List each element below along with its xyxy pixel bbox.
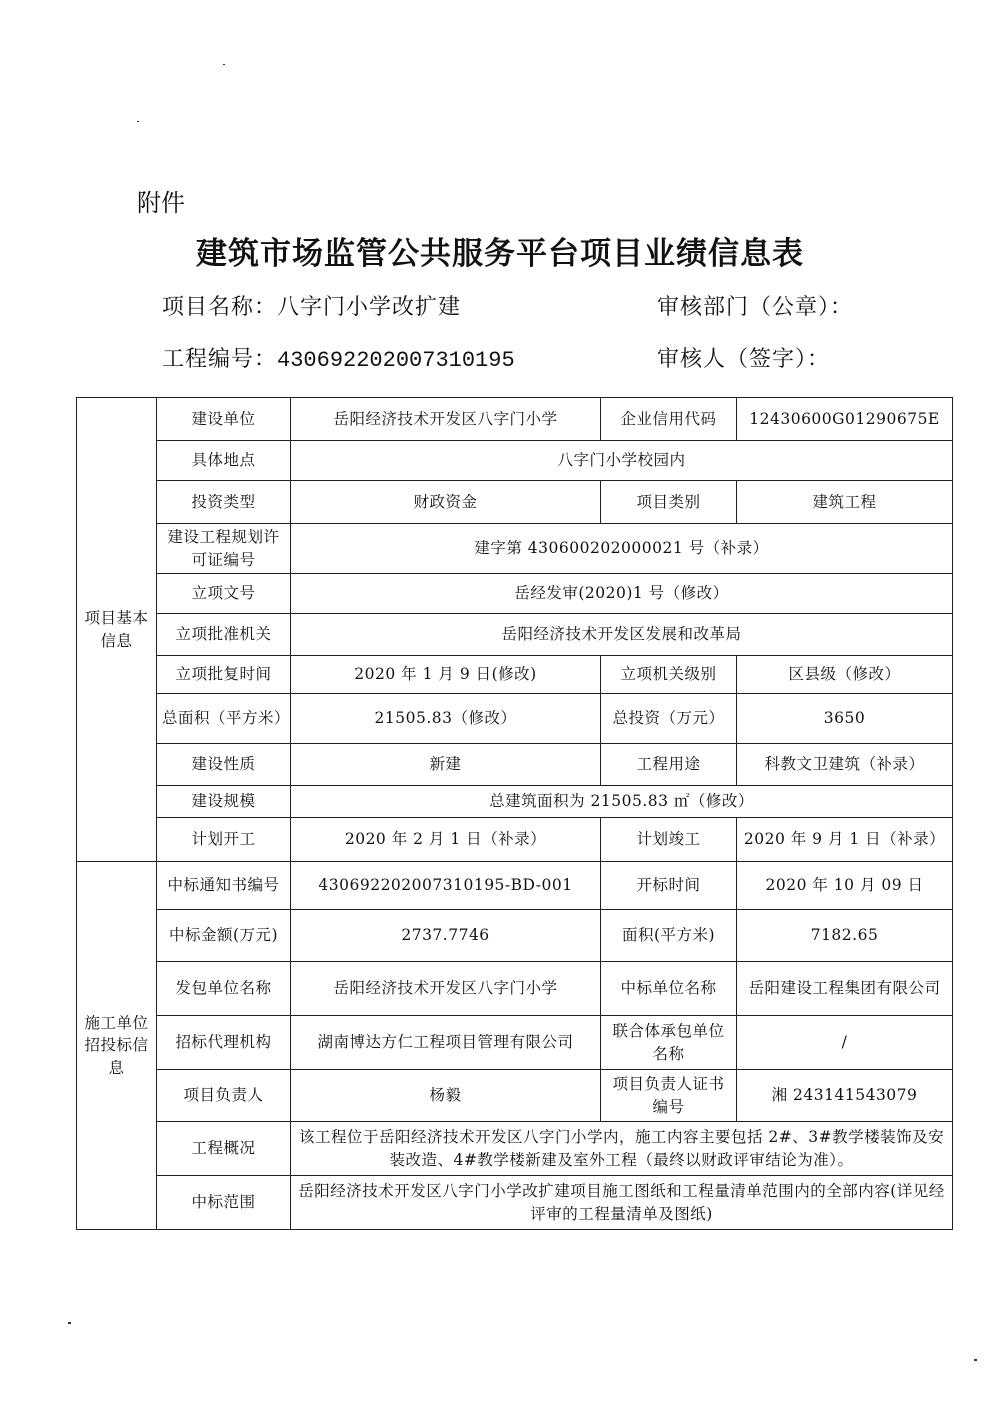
cell-label: 建设单位	[157, 398, 291, 441]
project-code-label: 工程编号：	[162, 347, 278, 372]
cell-value: 总建筑面积为 21505.83 ㎡（修改）	[291, 786, 953, 818]
cell-value: 岳经发审(2020)1 号（修改）	[291, 574, 953, 614]
cell-label: 中标单位名称	[601, 962, 737, 1016]
cell-label: 工程概况	[157, 1122, 291, 1176]
review-department-label: 审核部门（公章）：	[657, 295, 854, 320]
cell-value: 建字第 430600202000021 号（补录）	[291, 524, 953, 574]
cell-label: 建设工程规划许可证编号	[157, 524, 291, 574]
cell-label: 计划竣工	[601, 818, 737, 862]
cell-label: 面积(平方米)	[601, 910, 737, 962]
cell-label: 联合体承包单位名称	[601, 1016, 737, 1070]
cell-label: 立项机关级别	[601, 656, 737, 694]
cell-value: 岳阳经济技术开发区八字门小学改扩建项目施工图纸和工程量清单范围内的全部内容(详见经评审的工程量清单及图纸)	[291, 1176, 953, 1230]
cell-label: 立项文号	[157, 574, 291, 614]
project-code-value: 430692202007310195	[277, 348, 515, 373]
cell-value: 新建	[291, 744, 601, 786]
cell-value: 财政资金	[291, 481, 601, 524]
table-row	[77, 1016, 953, 1070]
table-row	[77, 744, 953, 786]
cell-label: 中标范围	[157, 1176, 291, 1230]
table-row	[77, 1122, 953, 1176]
table-row	[77, 614, 953, 656]
cell-value: 2020 年 2 月 1 日（补录）	[291, 818, 601, 862]
cell-value: 2020 年 1 月 9 日(修改)	[291, 656, 601, 694]
cell-value: 430692202007310195-BD-001	[291, 862, 601, 910]
table-row	[77, 1070, 953, 1122]
table-row	[77, 818, 953, 862]
cell-label: 项目负责人	[157, 1070, 291, 1122]
scan-speck	[223, 64, 225, 65]
cell-label: 开标时间	[601, 862, 737, 910]
cell-label: 招标代理机构	[157, 1016, 291, 1070]
scan-speck	[68, 1322, 71, 1324]
reviewer-signature-label: 审核人（签字）：	[657, 347, 831, 372]
cell-value: 岳阳建设工程集团有限公司	[737, 962, 953, 1016]
project-name-label: 项目名称：	[162, 295, 278, 320]
section-basic-info-title: 项目基本信息	[77, 398, 157, 862]
project-name-line	[162, 290, 461, 321]
table-row	[77, 786, 953, 818]
cell-label: 工程用途	[601, 744, 737, 786]
cell-label: 立项批准机关	[157, 614, 291, 656]
table-row	[77, 862, 953, 910]
cell-value: 该工程位于岳阳经济技术开发区八字门小学内，施工内容主要包括 2#、3#教学楼装饰及安装改造、4#教学楼新建及室外工程（最终以财政评审结论为准）。	[291, 1122, 953, 1176]
cell-value: 岳阳经济技术开发区八字门小学	[291, 962, 601, 1016]
cell-label: 项目类别	[601, 481, 737, 524]
cell-label: 中标通知书编号	[157, 862, 291, 910]
cell-value: 区县级（修改）	[737, 656, 953, 694]
cell-label: 发包单位名称	[157, 962, 291, 1016]
cell-value: 2020 年 10 月 09 日	[737, 862, 953, 910]
table-row	[77, 481, 953, 524]
cell-label: 建设规模	[157, 786, 291, 818]
cell-label: 中标金额(万元)	[157, 910, 291, 962]
project-info-table	[76, 397, 953, 1230]
cell-value: 2737.7746	[291, 910, 601, 962]
cell-value: 21505.83（修改）	[291, 694, 601, 744]
cell-value: 八字门小学校园内	[291, 441, 953, 481]
annex-label: 附件	[137, 189, 185, 217]
cell-label: 建设性质	[157, 744, 291, 786]
cell-value: 岳阳经济技术开发区八字门小学	[291, 398, 601, 441]
cell-label: 计划开工	[157, 818, 291, 862]
table-row	[77, 962, 953, 1016]
table-row	[77, 398, 953, 441]
section-bidding-info-title: 施工单位招投标信息	[77, 862, 157, 1230]
table-row	[77, 441, 953, 481]
cell-label: 立项批复时间	[157, 656, 291, 694]
cell-label: 总投资（万元）	[601, 694, 737, 744]
project-name-value: 八字门小学改扩建	[277, 295, 462, 320]
cell-value: 3650	[737, 694, 953, 744]
cell-value: 科教文卫建筑（补录）	[737, 744, 953, 786]
cell-label: 项目负责人证书编号	[601, 1070, 737, 1122]
cell-value: 杨毅	[291, 1070, 601, 1122]
scan-speck	[974, 1359, 977, 1361]
cell-label: 企业信用代码	[601, 398, 737, 441]
cell-label: 具体地点	[157, 441, 291, 481]
cell-value: 2020 年 9 月 1 日（补录）	[737, 818, 953, 862]
table-row	[77, 656, 953, 694]
cell-value: /	[737, 1016, 953, 1070]
cell-value: 湖南博达方仁工程项目管理有限公司	[291, 1016, 601, 1070]
cell-value: 7182.65	[737, 910, 953, 962]
project-code-line	[162, 342, 515, 373]
cell-value: 12430600G01290675E	[737, 398, 953, 441]
cell-value: 建筑工程	[737, 481, 953, 524]
table-row	[77, 574, 953, 614]
cell-value: 湘 243141543079	[737, 1070, 953, 1122]
table-row	[77, 524, 953, 574]
table-row	[77, 910, 953, 962]
cell-label: 投资类型	[157, 481, 291, 524]
table-row	[77, 1176, 953, 1230]
scan-speck	[137, 121, 139, 122]
table-row	[77, 694, 953, 744]
page-title: 建筑市场监管公共服务平台项目业绩信息表	[196, 236, 804, 272]
cell-value: 岳阳经济技术开发区发展和改革局	[291, 614, 953, 656]
cell-label: 总面积（平方米）	[157, 694, 291, 744]
